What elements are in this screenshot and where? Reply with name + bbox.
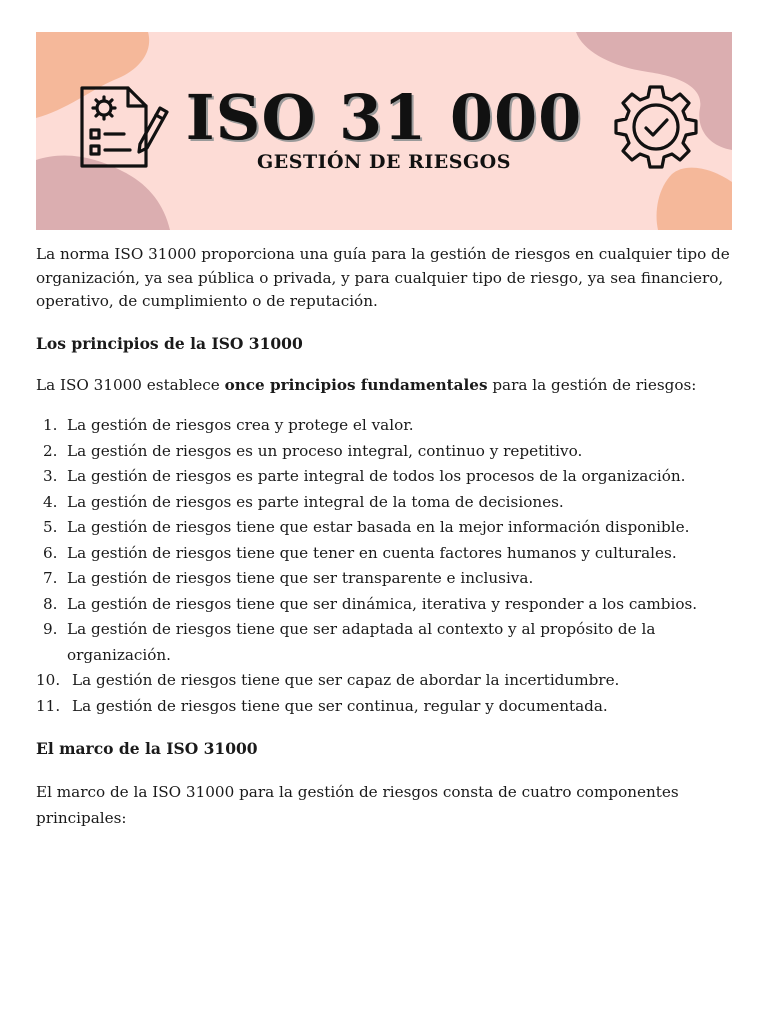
principles-heading: Los principios de la ISO 31000 [36,333,303,353]
list-item-text: La gestión de riesgos tiene que estar basada en la mejor información disponible. [67,518,690,536]
list-item [36,515,736,541]
list-item-number: 1. [43,416,58,434]
list-item-text: La gestión de riesgos tiene que ser dinámica, iterativa y responder a los cambios. [67,594,698,613]
list-item [36,668,736,694]
list-item-text: La gestión de riesgos tiene que tener en cuenta factores humanos y culturales. [67,543,677,562]
list-item-number: 4. [43,492,58,511]
principles-list [36,413,736,719]
list-item [36,566,736,592]
list-item-number: 7. [43,569,58,587]
list-item [36,592,736,618]
list-item-number: 5. [43,518,58,536]
lead-text-before: La ISO 31000 establece [36,375,225,394]
list-item-number: 2. [43,441,58,460]
banner-title: ISO 31 000 [185,81,583,154]
lead-text-after: para la gestión de riesgos: [487,375,697,394]
gear-check-icon [612,83,700,171]
list-item-number: 10. [36,671,61,689]
list-item [36,617,736,668]
document-body [36,243,736,831]
list-item-number: 3. [43,467,58,485]
list-item [36,541,736,567]
list-item-number: 9. [43,620,58,638]
intro-paragraph: La norma ISO 31000 proporciona una guía para la gestión de riesgos en cualquier tipo de organización, ya sea pública o privada, y para cualquier tipo de riesgo, ya sea financiero, operativo, de cumplimiento o de reputación. [36,245,730,310]
list-item-text: La gestión de riesgos es parte integral de todos los procesos de la organización. [67,467,686,485]
list-item [36,413,736,439]
list-item-number: 8. [43,594,58,613]
header-banner [36,32,732,230]
list-item-text: La gestión de riesgos es un proceso integral, continuo y repetitivo. [67,441,583,460]
list-item-number: 6. [43,543,58,562]
list-item-number: 11. [36,696,61,715]
list-item-text: La gestión de riesgos tiene que ser adaptada al contexto y al propósito de la organización. [67,620,656,664]
list-item [36,694,736,720]
list-item-text: La gestión de riesgos tiene que ser continua, regular y documentada. [72,696,608,715]
framework-paragraph: El marco de la ISO 31000 para la gestión de riesgos consta de cuatro componentes principales: [36,783,679,827]
list-item-text: La gestión de riesgos tiene que ser capaz de abordar la incertidumbre. [72,671,620,689]
lead-text-bold: once principios fundamentales [224,375,488,394]
banner-subtitle: GESTIÓN DE RIESGOS [257,151,511,173]
list-item [36,439,736,465]
list-item-text: La gestión de riesgos es parte integral de la toma de decisiones. [67,492,564,511]
list-item [36,490,736,516]
list-item-text: La gestión de riesgos crea y protege el valor. [67,416,414,434]
framework-heading: El marco de la ISO 31000 [36,739,258,758]
list-item [36,464,736,490]
principles-lead [36,374,736,398]
list-item-text: La gestión de riesgos tiene que ser transparente e inclusiva. [67,569,534,587]
